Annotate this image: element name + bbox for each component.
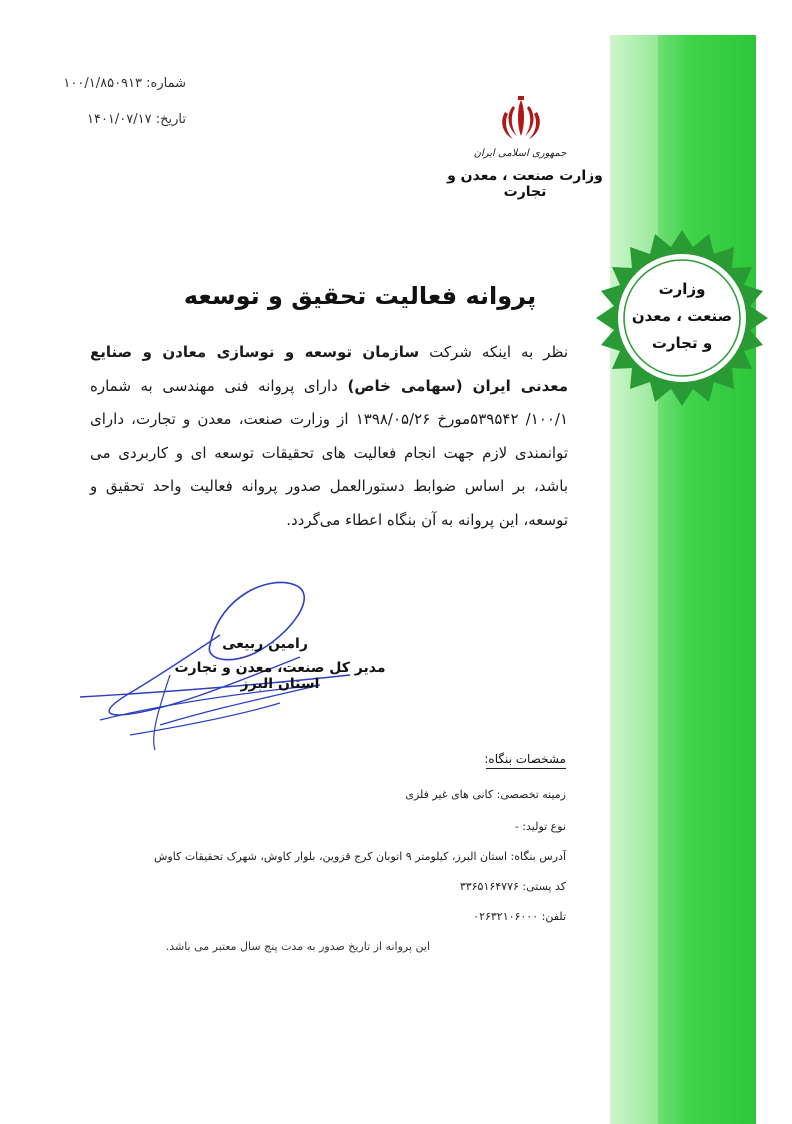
seal-line-2: صنعت ، معدن — [631, 307, 733, 325]
letter-date — [87, 112, 186, 127]
detail-specialty: زمینه تخصصی: کانی های غیر فلزی — [405, 788, 566, 801]
detail-phone: تلفن: ۰۲۶۳۲۱۰۶۰۰۰ — [473, 910, 566, 923]
letter-number-value: ۱۰۰/۱/۸۵۰۹۱۳ — [63, 76, 143, 91]
body-text: دارای پروانه فنی مهندسی به شماره ۱۰۰/۱/ ۵۳۹۵۴۲مورخ ۱۳۹۸/۰۵/۲۶ از وزارت صنعت، معدن و تجارت، دارای توانمندی لازم جهت انجام فعالیت های تحقیقات توسعه ای و کاربردی می باشد، بر اساس ضوابط دستورالعمل صدور پروانه فعالیت واحد تحقیق و توسعه، این پروانه به آن بنگاه اعطاء می‌گردد. — [90, 376, 569, 529]
details-heading-underline — [486, 768, 566, 769]
letter-number — [63, 76, 186, 91]
seal-line-3: و تجارت — [651, 334, 713, 352]
detail-postal-code: کد پستی: ۳۳۶۵۱۶۴۷۷۶ — [459, 880, 566, 893]
ministry-name: وزارت صنعت ، معدن و تجارت — [447, 168, 603, 200]
letter-date-value: ۱۴۰۱/۰۷/۱۷ — [86, 112, 152, 127]
signatory-name: رامین ربیعی — [222, 636, 308, 652]
license-body — [90, 336, 568, 537]
document-title: پروانه فعالیت تحقیق و توسعه — [183, 282, 537, 310]
ministry-seal — [592, 228, 772, 408]
body-intro: نظر به اینکه شرکت — [419, 343, 568, 361]
signatory-title: مدیر کل صنعت، معدن و تجارت استان البرز — [174, 660, 386, 692]
company-name: سازمان توسعه و نوسازی معادن و صنایع معدنی ایران (سهامی خاص) — [90, 343, 569, 395]
letter-date-label: تاریخ: — [155, 112, 186, 127]
letter-number-label: شماره: — [146, 76, 186, 91]
detail-address: آدرس بنگاه: استان البرز، کیلومتر ۹ اتوبان کرج قزوین، بلوار کاوش، شهرک تحقیقات کاوش — [154, 850, 566, 863]
seal-line-1: وزارت — [658, 280, 706, 298]
emblem-caption: جمهوری اسلامی ایران — [473, 148, 567, 159]
iran-emblem-icon — [496, 96, 546, 144]
details-heading: مشخصات بنگاه: — [484, 752, 566, 766]
detail-production-type: نوع تولید: - — [514, 820, 566, 833]
validity-note: این پروانه از تاریخ صدور به مدت پنج سال معتبر می باشد. — [165, 940, 430, 953]
